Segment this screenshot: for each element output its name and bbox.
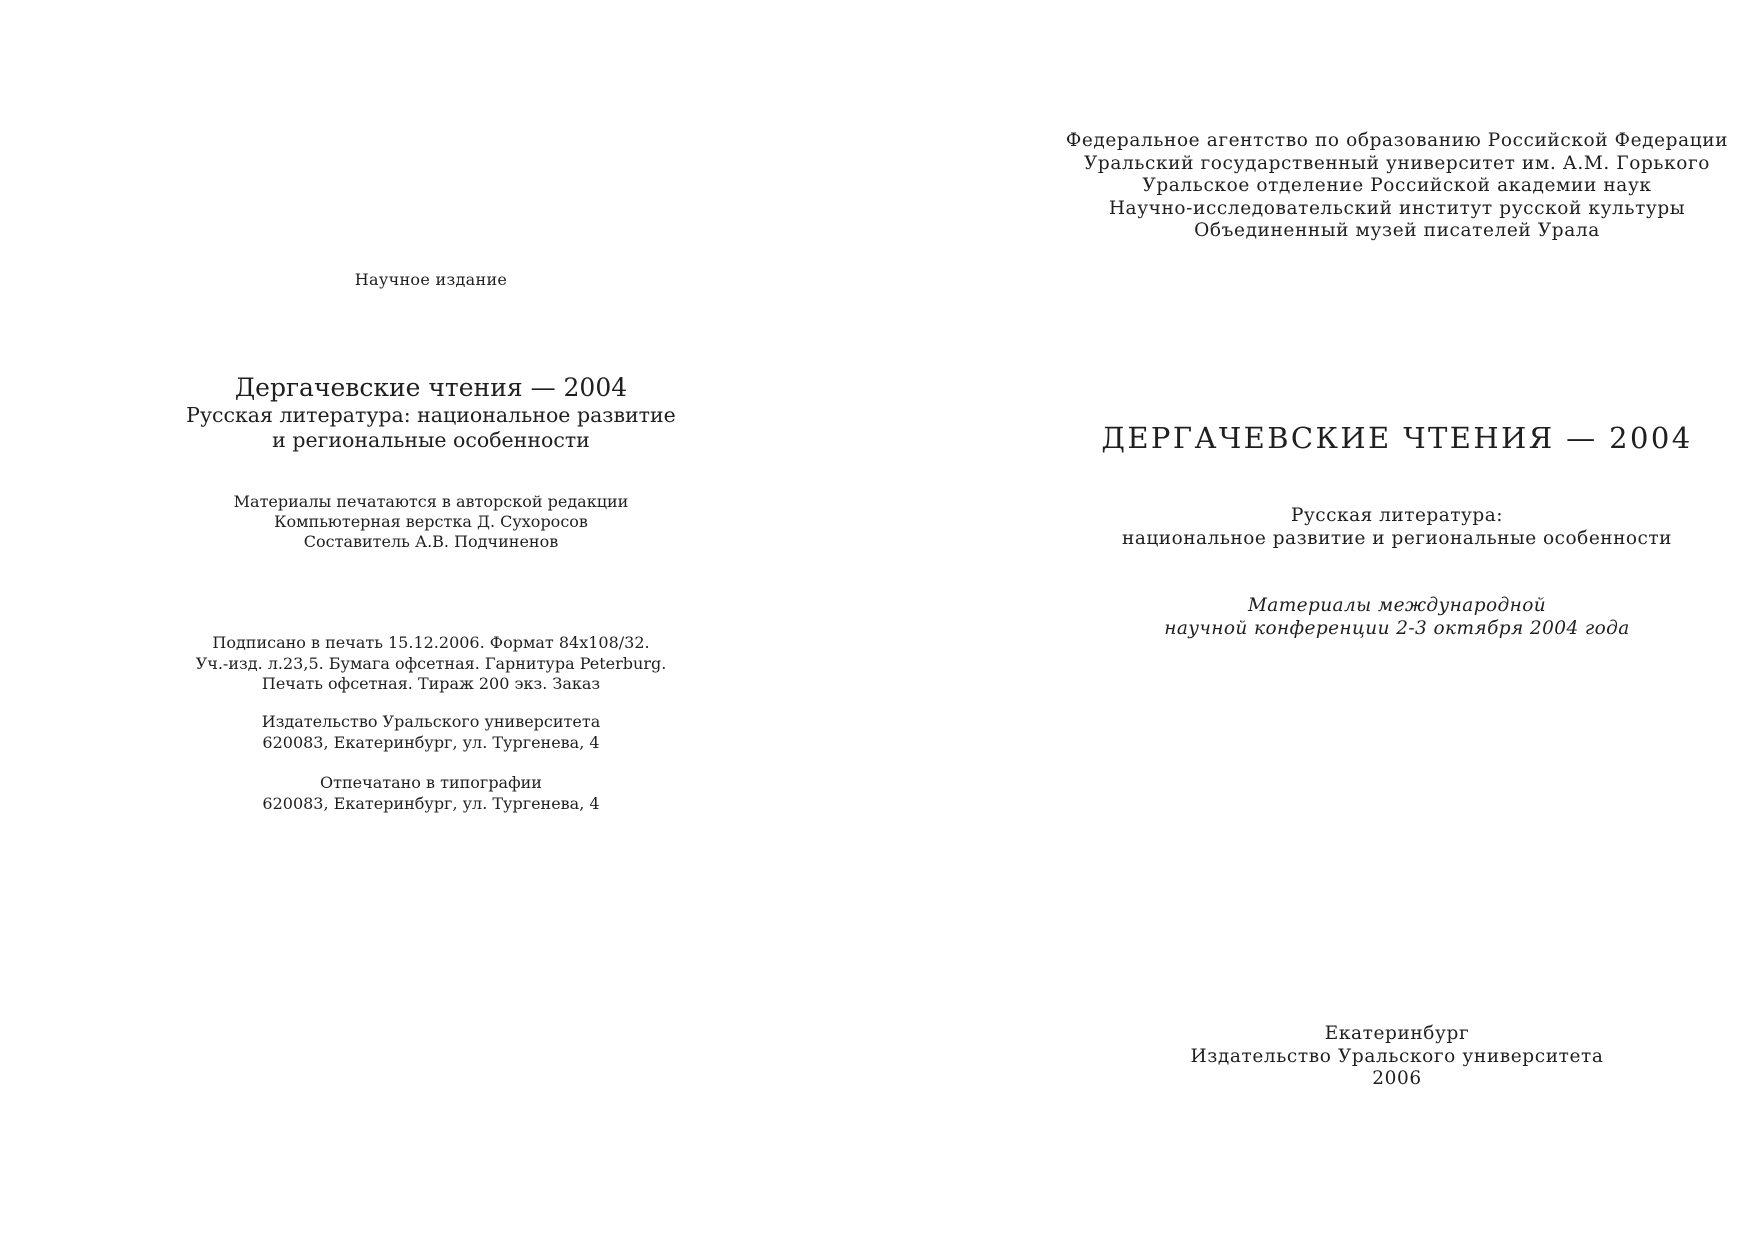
conference-line: научной конференции 2-3 октября 2004 года	[1164, 618, 1630, 639]
institution-line: Научно-исследовательский институт русской культуры	[1108, 197, 1686, 219]
imprint-details	[0, 633, 862, 695]
imprint-line: Печать офсетная. Тираж 200 экз. Заказ	[261, 674, 601, 693]
left-title-line: и региональные особенности	[272, 428, 590, 452]
subtitle	[877, 504, 1754, 550]
footer-year: 2006	[1372, 1068, 1422, 1090]
institution-line: Федеральное агентство по образованию Российской Федерации	[1065, 130, 1729, 151]
publisher-info	[0, 712, 862, 753]
institution-line: Объединенный музей писателей Урала	[1194, 220, 1600, 242]
imprint-line: Подписано в печать 15.12.2006. Формат 84х108/32.	[212, 633, 650, 652]
conference-line: Материалы международной	[1247, 595, 1547, 616]
editorial-line: Составитель А.В. Подчиненов	[303, 532, 559, 551]
institution-line: Уральское отделение Российской академии наук	[1142, 175, 1652, 197]
printer-info	[0, 773, 862, 814]
footer-city: Екатеринбург	[1324, 1023, 1470, 1044]
title-page-footer	[877, 1023, 1754, 1091]
institutions-list	[877, 130, 1754, 243]
institution-line: Уральский государственный университет им. А.М. Горького	[1083, 152, 1711, 174]
left-title-line: Русская литература: национальное развитие	[186, 403, 676, 427]
editorial-notes	[0, 492, 862, 552]
main-title: ДЕРГАЧЕВСКИЕ ЧТЕНИЯ — 2004	[1101, 421, 1693, 455]
publisher-line: Издательство Уральского университета	[261, 712, 601, 731]
subtitle-line: национальное развитие и региональные особенности	[1122, 528, 1672, 549]
left-title-block	[0, 372, 862, 453]
printer-line: Отпечатано в типографии	[320, 773, 542, 792]
publication-type: Научное издание	[354, 270, 508, 289]
printer-line: 620083, Екатеринбург, ул. Тургенева, 4	[262, 793, 600, 813]
right-page	[877, 0, 1754, 1241]
publisher-line: 620083, Екатеринбург, ул. Тургенева, 4	[262, 732, 600, 752]
editorial-line: Компьютерная верстка Д. Сухоросов	[274, 512, 588, 531]
subtitle-line: Русская литература:	[1290, 505, 1504, 526]
imprint-line: Уч.-изд. л.23,5. Бумага офсетная. Гарнитура Peterburg.	[195, 653, 667, 673]
conference-note	[877, 594, 1754, 640]
left-title-line: Дергачевские чтения — 2004	[234, 373, 628, 402]
footer-publisher: Издательство Уральского университета	[1190, 1045, 1604, 1067]
editorial-line: Материалы печатаются в авторской редакции	[233, 492, 629, 511]
